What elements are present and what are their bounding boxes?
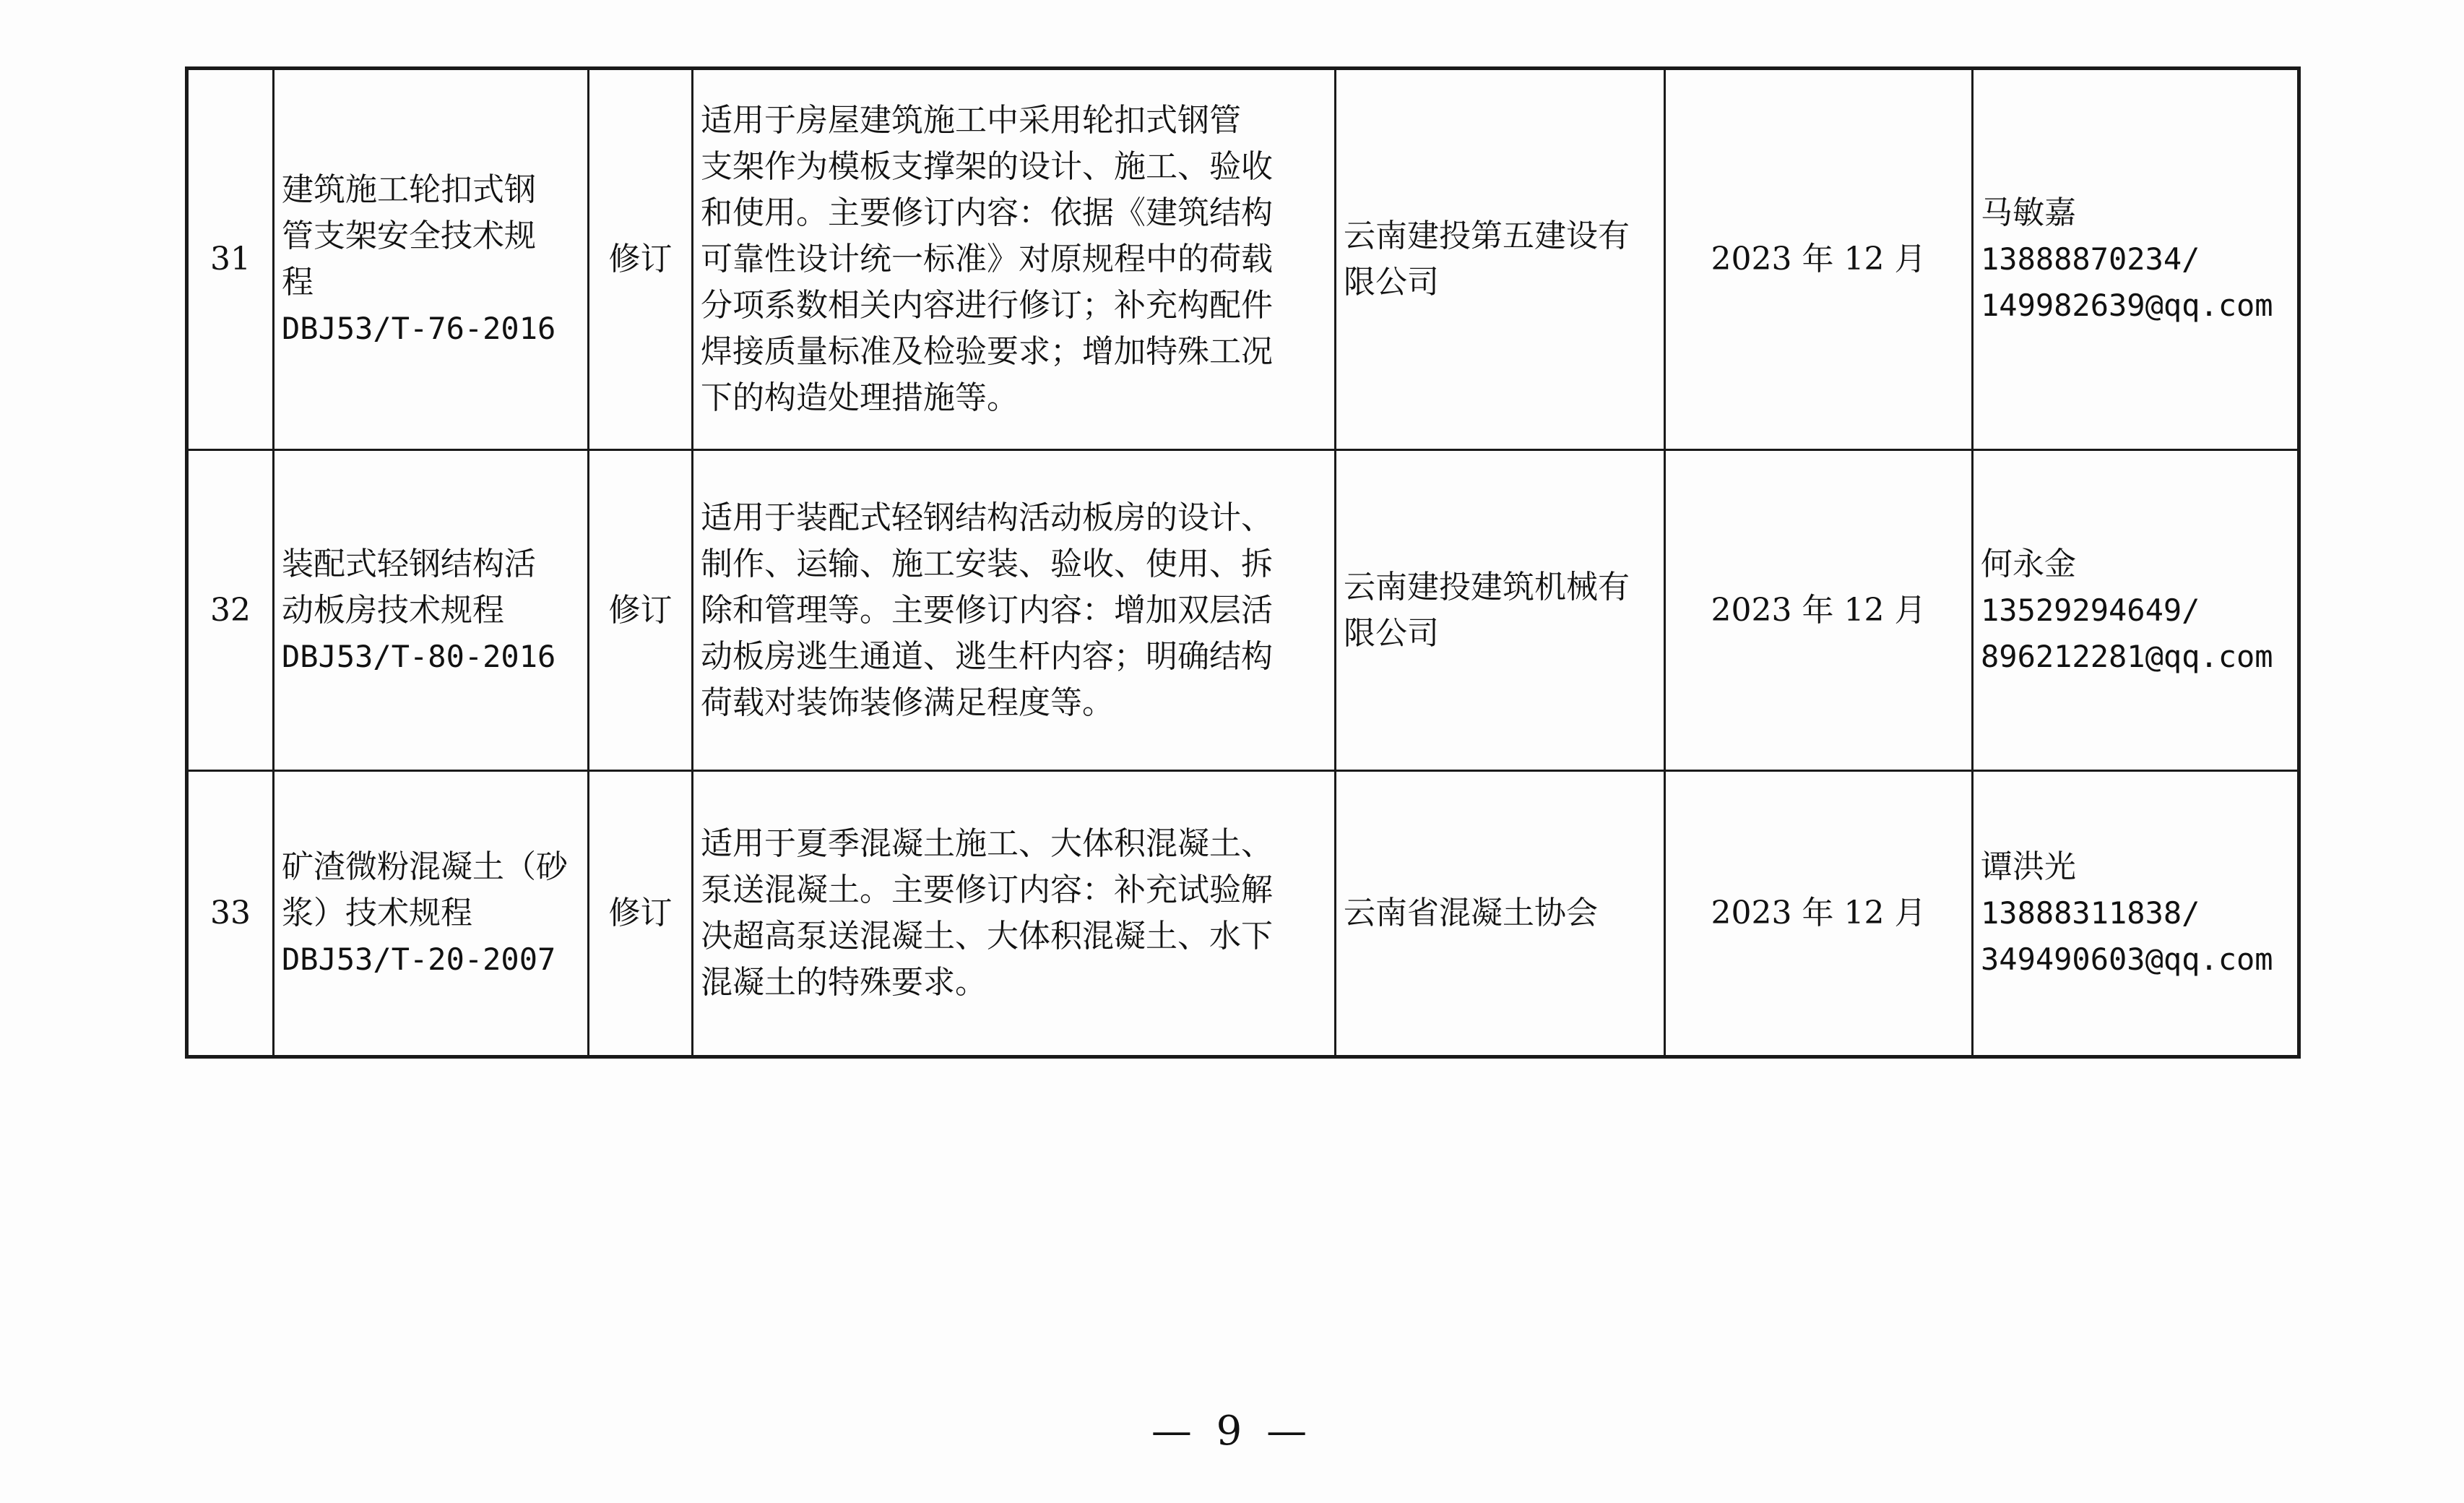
standard-code: DBJ53/T-20-2007 <box>282 942 556 977</box>
description-cell <box>693 69 1336 450</box>
organization-line: 云南建投建筑机械有 <box>1344 568 1630 606</box>
standard-name-line: 浆）技术规程 <box>282 895 472 931</box>
revision-type: 修订 <box>589 69 693 450</box>
row-number: 32 <box>187 450 274 771</box>
standard-name-line: 矿渣微粉混凝土（砂 <box>282 848 568 885</box>
description-line: 荷载对装饰装修满足程度等。 <box>701 684 1114 721</box>
completion-date: 2023 年 12 月 <box>1665 771 1973 1057</box>
standard-name-cell <box>274 69 589 450</box>
organization-line: 云南建投第五建设有 <box>1344 218 1630 254</box>
description-line: 下的构造处理措施等。 <box>701 379 1019 416</box>
description-line: 可靠性设计统一标准》对原规程中的荷载 <box>701 241 1273 277</box>
standard-name-line: 动板房技术规程 <box>282 591 504 629</box>
description-line: 适用于夏季混凝土施工、大体积混凝土、 <box>701 825 1273 862</box>
description-line: 混凝土的特殊要求。 <box>701 964 987 1001</box>
standard-name-line: 管支架安全技术规 <box>282 218 536 254</box>
description-line: 制作、运输、施工安装、验收、使用、拆 <box>701 545 1273 582</box>
contact-cell <box>1973 771 2299 1057</box>
standard-name-line: 程 <box>282 264 314 301</box>
organization-cell <box>1336 450 1665 771</box>
standard-name-line: 建筑施工轮扣式钢 <box>282 171 536 208</box>
organization-line: 限公司 <box>1344 264 1439 301</box>
description-line: 和使用。主要修订内容：依据《建筑结构 <box>701 194 1273 231</box>
description-line: 分项系数相关内容进行修订；补充构配件 <box>701 287 1273 324</box>
standard-name-cell <box>274 771 589 1057</box>
standard-name-cell <box>274 450 589 771</box>
description-cell <box>693 450 1336 771</box>
page-number: — 9 — <box>1151 1408 1313 1455</box>
contact-email: 896212281@qq.com <box>1981 638 2273 674</box>
contact-name: 何永金 <box>1981 545 2076 582</box>
description-line: 泵送混凝土。主要修订内容：补充试验解 <box>701 871 1273 908</box>
table-row <box>187 450 2299 771</box>
contact-phone: 13888870234/ <box>1981 241 2200 277</box>
row-number: 33 <box>187 771 274 1057</box>
description-line: 动板房逃生通道、逃生杆内容；明确结构 <box>701 637 1273 675</box>
standard-code: DBJ53/T-76-2016 <box>282 311 556 346</box>
description-line: 适用于房屋建筑施工中采用轮扣式钢管 <box>701 102 1241 139</box>
completion-date: 2023 年 12 月 <box>1665 69 1973 450</box>
description-cell <box>693 771 1336 1057</box>
organization-cell <box>1336 69 1665 450</box>
description-line: 决超高泵送混凝土、大体积混凝土、水下 <box>701 918 1273 955</box>
description-line: 焊接质量标准及检验要求；增加特殊工况 <box>701 333 1273 370</box>
contact-cell <box>1973 450 2299 771</box>
description-line: 支架作为模板支撑架的设计、施工、验收 <box>701 148 1273 185</box>
contact-cell <box>1973 69 2299 450</box>
table-row <box>187 771 2299 1057</box>
contact-phone: 13888311838/ <box>1981 895 2200 931</box>
standards-table <box>185 66 2301 1059</box>
standard-code: DBJ53/T-80-2016 <box>282 638 556 674</box>
contact-phone: 13529294649/ <box>1981 592 2200 628</box>
organization-line: 云南省混凝土协会 <box>1344 895 1598 931</box>
contact-email: 149982639@qq.com <box>1981 288 2273 323</box>
revision-type: 修订 <box>589 450 693 771</box>
completion-date: 2023 年 12 月 <box>1665 450 1973 771</box>
contact-name: 谭洪光 <box>1981 848 2076 885</box>
table-row <box>187 69 2299 450</box>
standard-name-line: 装配式轻钢结构活 <box>282 545 536 582</box>
row-number: 31 <box>187 69 274 450</box>
contact-email: 349490603@qq.com <box>1981 942 2273 977</box>
contact-name: 马敏嘉 <box>1981 194 2076 231</box>
organization-cell <box>1336 771 1665 1057</box>
organization-line: 限公司 <box>1344 614 1439 652</box>
description-line: 适用于装配式轻钢结构活动板房的设计、 <box>701 499 1273 536</box>
description-line: 除和管理等。主要修订内容：增加双层活 <box>701 591 1273 629</box>
revision-type: 修订 <box>589 771 693 1057</box>
